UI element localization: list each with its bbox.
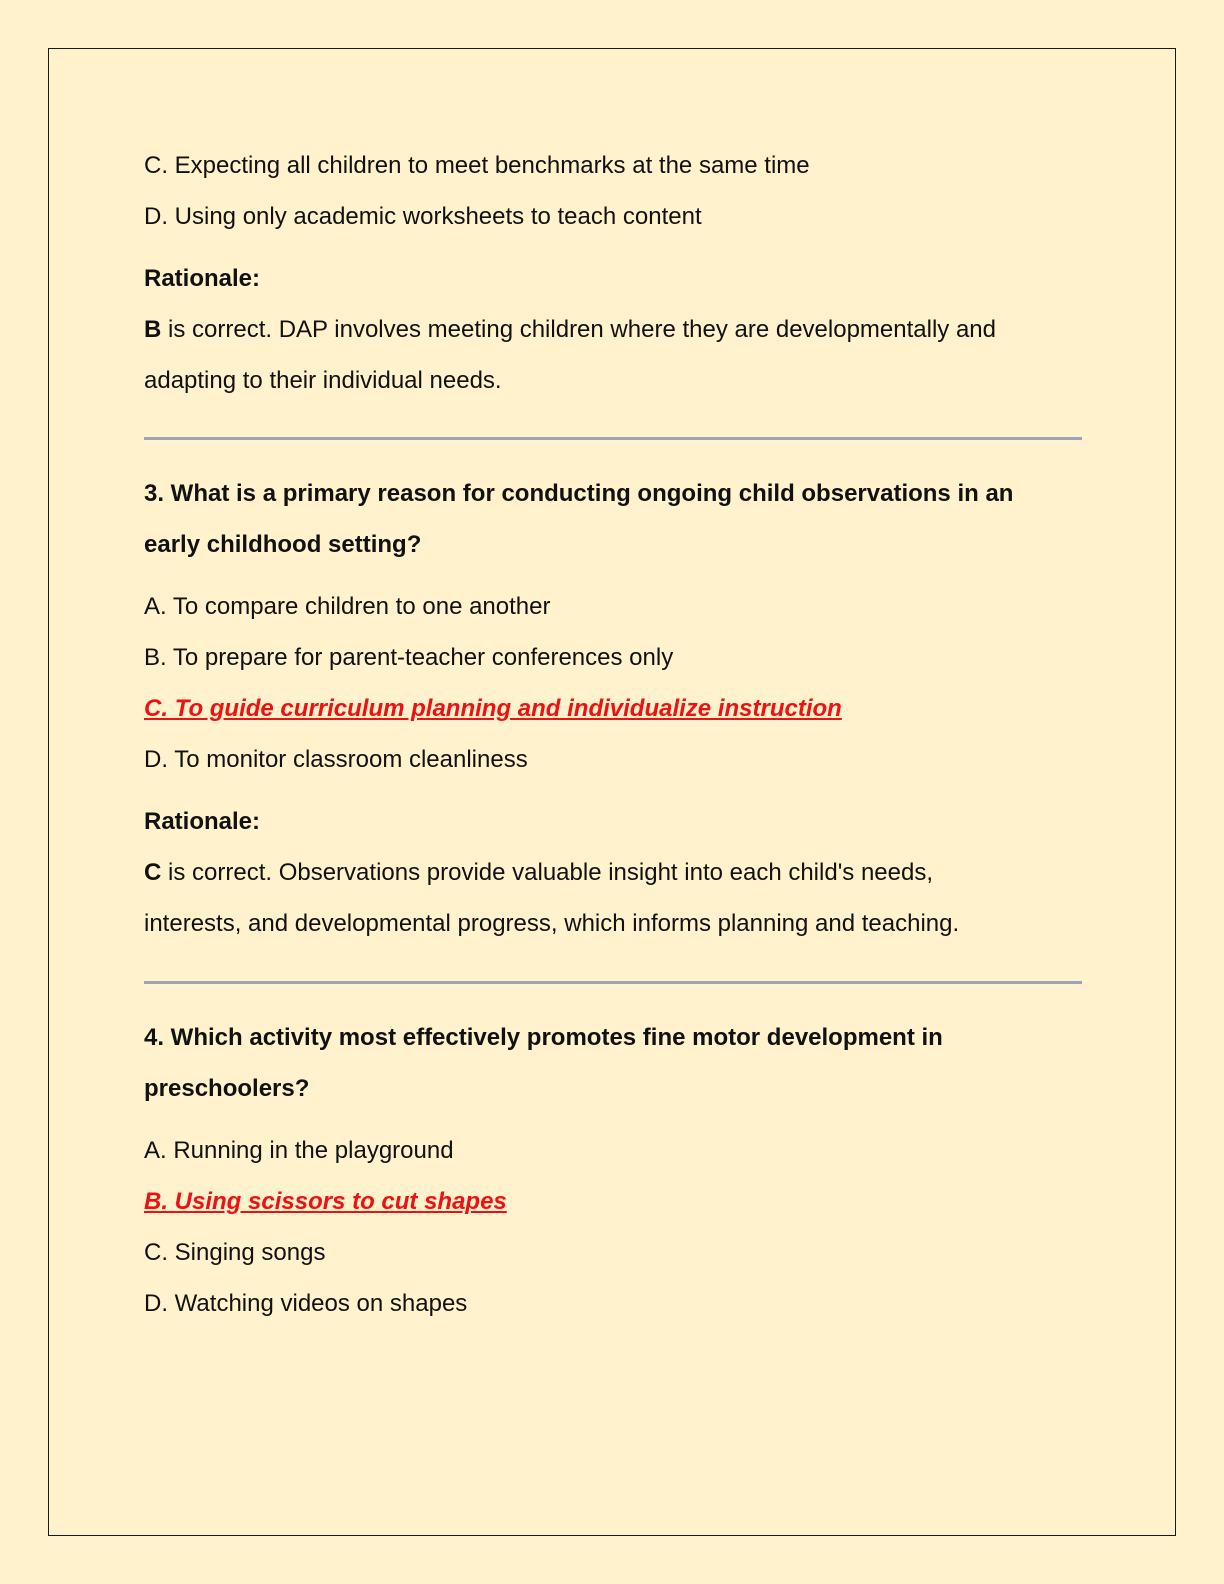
q4-question-line1: 4. Which activity most effectively promotes fine motor development in <box>144 1024 943 1051</box>
document-content <box>144 140 1084 1329</box>
q2-option-c: C. Expecting all children to meet benchmarks at the same time <box>144 152 810 179</box>
q2-rationale-line1 <box>144 304 1084 355</box>
q4-option-d: D. Watching videos on shapes <box>144 1290 468 1317</box>
q2-rationale-text: is correct. DAP involves meeting children where they are developmentally and <box>161 316 996 343</box>
q3-option-a: A. To compare children to one another <box>144 593 551 620</box>
q3-question-line2: early childhood setting? <box>144 531 422 558</box>
q3-option-b: B. To prepare for parent-teacher conferences only <box>144 644 674 671</box>
q3-question-line1: 3. What is a primary reason for conducting ongoing child observations in an <box>144 480 1014 507</box>
q2-rationale-label: Rationale: <box>144 265 261 292</box>
q4-option-b-correct: B. Using scissors to cut shapes <box>144 1188 507 1215</box>
q2-option-d: D. Using only academic worksheets to teach content <box>144 203 702 230</box>
q4-option-a: A. Running in the playground <box>144 1137 454 1164</box>
q3-rationale-letter: C <box>144 859 162 886</box>
q3-option-d: D. To monitor classroom cleanliness <box>144 746 528 773</box>
q2-rationale-line2: adapting to their individual needs. <box>144 367 502 394</box>
q4-option-c: C. Singing songs <box>144 1239 326 1266</box>
q2-rationale-letter: B <box>144 316 162 343</box>
q3-rationale-text: is correct. Observations provide valuable insight into each child's needs, <box>161 859 933 886</box>
q3-rationale-line2: interests, and developmental progress, which informs planning and teaching. <box>144 910 960 937</box>
q3-rationale-label: Rationale: <box>144 808 261 835</box>
q4-question-line2: preschoolers? <box>144 1075 310 1102</box>
q3-option-c-correct: C. To guide curriculum planning and individualize instruction <box>144 695 842 722</box>
q3-rationale-line1 <box>144 847 1084 898</box>
